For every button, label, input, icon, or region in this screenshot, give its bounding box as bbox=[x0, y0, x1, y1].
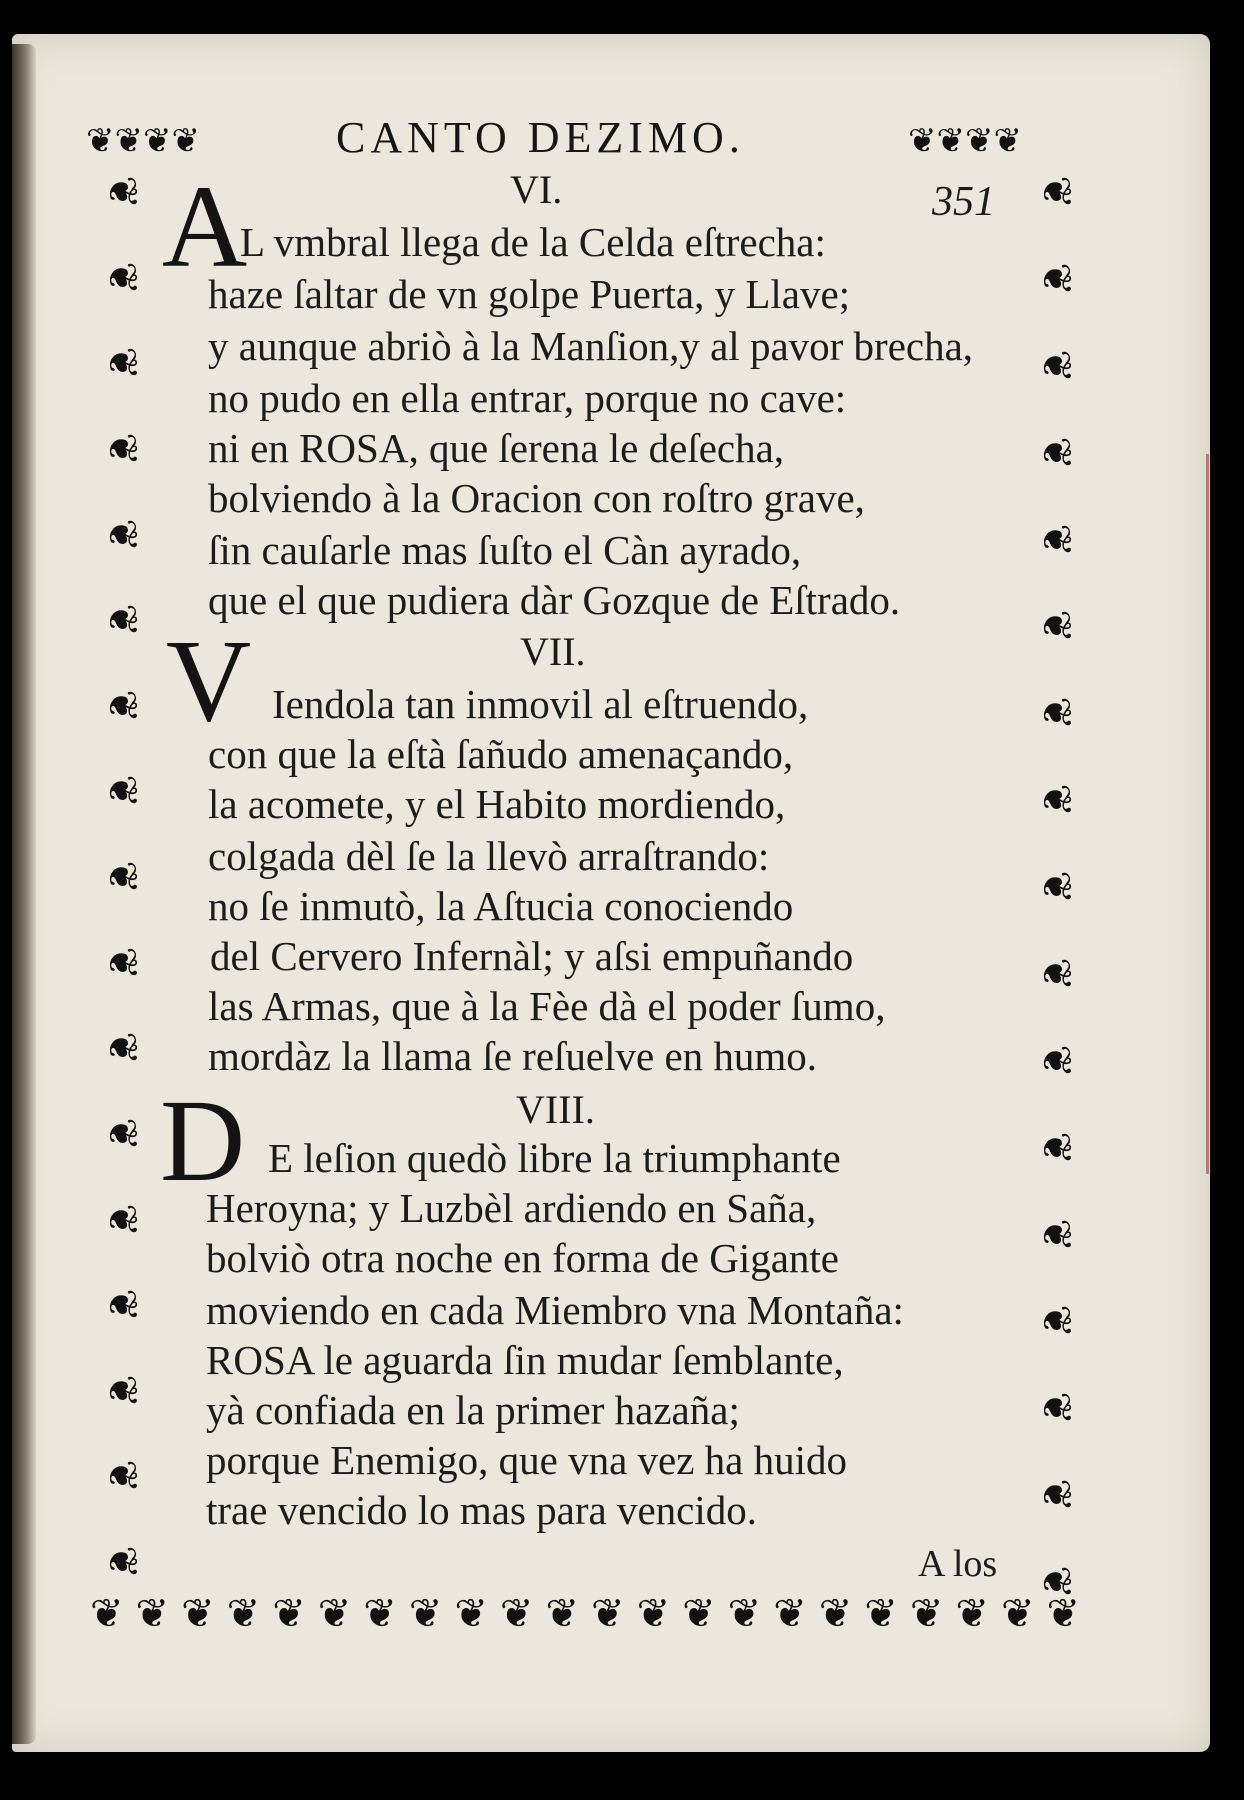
drop-cap-initial: D bbox=[160, 1075, 246, 1206]
fleuron-icon: ❦ bbox=[98, 1202, 145, 1237]
facing-page-edge bbox=[12, 44, 36, 1744]
fleuron-icon: ❦ bbox=[1032, 696, 1079, 731]
fleuron-icon: ❦ bbox=[454, 1591, 488, 1637]
verse-line: porque Enemigo, que vna vez ha huido bbox=[206, 1437, 848, 1483]
fleuron-icon: ❦ bbox=[1000, 1591, 1035, 1637]
fleuron-icon: ❦ bbox=[682, 1591, 716, 1637]
fleuron-icon: ❦ bbox=[98, 945, 145, 980]
fleuron-icon: ❦ bbox=[1032, 348, 1079, 383]
fleuron-icon: ❦ bbox=[86, 121, 115, 161]
verse-line: trae vencido lo mas para vencido. bbox=[206, 1487, 757, 1533]
fleuron-icon: ❦ bbox=[1032, 435, 1079, 470]
verse-line: Heroyna; y Luzbèl ardiendo en Saña, bbox=[206, 1185, 817, 1231]
fleuron-icon: ❦ bbox=[1032, 1043, 1079, 1078]
verse-line: L vmbral llega de la Celda eſtrecha: bbox=[240, 219, 826, 265]
fleuron-icon: ❦ bbox=[864, 1591, 898, 1637]
verse-line: moviendo en cada Miembro vna Montaña: bbox=[206, 1287, 904, 1333]
fleuron-icon: ❦ bbox=[1032, 609, 1079, 644]
verse-line: con que la eſtà ſañudo amenaçando, bbox=[208, 731, 794, 777]
fleuron-icon: ❦ bbox=[1032, 1304, 1079, 1339]
fleuron-icon: ❦ bbox=[98, 1117, 145, 1151]
fleuron-icon: ❦ bbox=[181, 1591, 215, 1637]
fleuron-icon: ❦ bbox=[98, 1459, 145, 1494]
verse-line: del Cervero Infernàl; y aſsi empuñando bbox=[210, 933, 854, 979]
red-edge-mark bbox=[1206, 454, 1209, 1174]
fleuron-icon: ❦ bbox=[98, 688, 145, 723]
fleuron-icon: ❦ bbox=[98, 346, 145, 381]
running-head: CANTO DEZIMO. bbox=[336, 113, 745, 162]
fleuron-icon: ❦ bbox=[993, 121, 1022, 161]
fleuron-icon: ❦ bbox=[408, 1591, 443, 1637]
top-ornament-right bbox=[908, 118, 1098, 164]
left-ornament-border bbox=[98, 172, 146, 1582]
fleuron-icon: ❦ bbox=[98, 432, 145, 466]
fleuron-icon: ❦ bbox=[1032, 1217, 1079, 1252]
fleuron-icon: ❦ bbox=[727, 1591, 762, 1637]
verse-line: que el que pudiera dàr Gozque de Eſtrado. bbox=[208, 577, 901, 623]
verse-line: las Armas, que à la Fèe dà el poder ſumo, bbox=[208, 983, 886, 1029]
stanza-number: VII. bbox=[520, 629, 586, 674]
fleuron-icon: ❦ bbox=[909, 1591, 944, 1637]
verse-line: haze ſaltar de vn golpe Puerta, y Llave; bbox=[208, 271, 851, 317]
drop-cap-initial: A bbox=[162, 161, 248, 292]
fleuron-icon: ❦ bbox=[908, 121, 937, 161]
verse-line: y aunque abriò à la Manſion,y al pavor brecha, bbox=[208, 323, 974, 369]
fleuron-icon: ❦ bbox=[1046, 1591, 1080, 1637]
verse-line: mordàz la llama ſe reſuelve en humo. bbox=[208, 1033, 818, 1079]
fleuron-icon: ❦ bbox=[98, 1373, 145, 1408]
fleuron-icon: ❦ bbox=[90, 1591, 124, 1637]
fleuron-icon: ❦ bbox=[1032, 1391, 1079, 1426]
stanza-number: VI. bbox=[510, 167, 563, 212]
right-ornament-border bbox=[1032, 172, 1080, 1602]
bottom-ornament-border bbox=[90, 1586, 1080, 1642]
fleuron-icon: ❦ bbox=[773, 1591, 807, 1637]
page-number: 351 bbox=[932, 179, 995, 225]
verse-line: ni en ROSA, que ſerena le deſecha, bbox=[208, 425, 785, 471]
verse-line: colgada dèl ſe la llevò arraſtrando: bbox=[208, 833, 770, 879]
fleuron-icon: ❦ bbox=[1032, 262, 1079, 296]
verse-line: no pudo en ella entrar, porque no cave: bbox=[208, 375, 847, 421]
fleuron-icon: ❦ bbox=[98, 1288, 145, 1322]
fleuron-icon: ❦ bbox=[143, 121, 172, 161]
drop-cap-initial: V bbox=[166, 615, 252, 746]
fleuron-icon: ❦ bbox=[226, 1591, 261, 1637]
fleuron-icon: ❦ bbox=[1032, 783, 1079, 817]
fleuron-icon: ❦ bbox=[98, 774, 145, 809]
fleuron-icon: ❦ bbox=[98, 860, 145, 894]
fleuron-icon: ❦ bbox=[636, 1591, 671, 1637]
fleuron-icon: ❦ bbox=[171, 121, 200, 161]
verse-line: no ſe inmutò, la Aſtucia conociendo bbox=[208, 883, 794, 929]
fleuron-icon: ❦ bbox=[1032, 522, 1079, 557]
verse-line: la acomete, y el Habito mordiendo, bbox=[208, 781, 786, 827]
verse-line: bolviendo à la Oracion con roſtro grave, bbox=[208, 475, 865, 521]
fleuron-icon: ❦ bbox=[98, 603, 145, 637]
verse-line: E leſion quedò libre la triumphante bbox=[268, 1135, 841, 1181]
fleuron-icon: ❦ bbox=[114, 121, 143, 161]
top-ornament-left bbox=[86, 118, 276, 164]
fleuron-icon: ❦ bbox=[591, 1591, 625, 1637]
fleuron-icon: ❦ bbox=[98, 175, 145, 209]
catchword: A los bbox=[918, 1543, 998, 1585]
fleuron-icon: ❦ bbox=[499, 1591, 534, 1637]
fleuron-icon: ❦ bbox=[818, 1591, 853, 1637]
fleuron-icon: ❦ bbox=[955, 1591, 989, 1637]
fleuron-icon: ❦ bbox=[363, 1591, 397, 1637]
fleuron-icon: ❦ bbox=[98, 260, 145, 295]
fleuron-icon: ❦ bbox=[965, 121, 994, 161]
fleuron-icon: ❦ bbox=[98, 1031, 145, 1066]
fleuron-icon: ❦ bbox=[1032, 1478, 1079, 1512]
fleuron-icon: ❦ bbox=[135, 1591, 170, 1637]
fleuron-icon: ❦ bbox=[272, 1591, 306, 1637]
fleuron-icon: ❦ bbox=[1032, 1565, 1079, 1599]
verse-line: Iendola tan inmovil al eſtruendo, bbox=[272, 681, 809, 727]
fleuron-icon: ❦ bbox=[545, 1591, 579, 1637]
fleuron-icon: ❦ bbox=[98, 517, 145, 552]
stanza-number: VIII. bbox=[516, 1087, 595, 1132]
verse-line: ROSA le aguarda ſin mudar ſemblante, bbox=[206, 1337, 844, 1383]
verse-line: ſin cauſarle mas ſuſto el Càn ayrado, bbox=[208, 527, 802, 573]
fleuron-icon: ❦ bbox=[1032, 1130, 1079, 1165]
fleuron-icon: ❦ bbox=[317, 1591, 352, 1637]
fleuron-icon: ❦ bbox=[1032, 175, 1079, 209]
fleuron-icon: ❦ bbox=[936, 121, 965, 161]
fleuron-icon: ❦ bbox=[1032, 957, 1079, 991]
verse-line: bolviò otra noche en forma de Gigante bbox=[206, 1235, 839, 1281]
fleuron-icon: ❦ bbox=[98, 1545, 145, 1579]
fleuron-icon: ❦ bbox=[1032, 870, 1079, 904]
verse-line: yà confiada en la primer hazaña; bbox=[206, 1387, 740, 1433]
